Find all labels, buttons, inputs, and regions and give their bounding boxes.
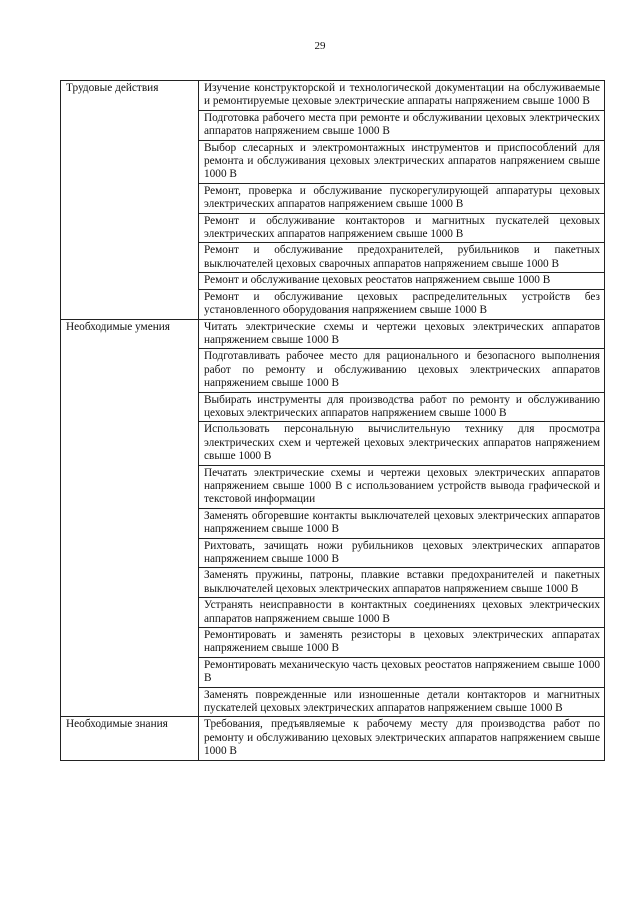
section-label: Трудовые действия: [61, 81, 199, 320]
section-item: Ремонт, проверка и обслуживание пускорегулирующей аппаратуры цеховых электрических аппаратов напряжением свыше 1000 В: [199, 183, 605, 213]
section-item: Заменять поврежденные или изношенные детали контакторов и магнитных пускателей цеховых электрических аппаратов напряжением свыше 1000 В: [199, 687, 605, 717]
section-item: Требования, предъявляемые к рабочему месту для производства работ по ремонту и обслуживанию цеховых электрических аппаратов напряжением свыше 1000 В: [199, 717, 605, 760]
section-item: Заменять пружины, патроны, плавкие вставки предохранителей и пакетных выключателей цеховых электрических аппаратов напряжением свыше 1000 В: [199, 568, 605, 598]
section-item: Ремонт и обслуживание цеховых распределительных устройств без установленного оборудования напряжением свыше 1000 В: [199, 289, 605, 319]
section-item: Заменять обгоревшие контакты выключателей цеховых электрических аппаратов напряжением свыше 1000 В: [199, 508, 605, 538]
table-row: [61, 717, 605, 760]
section-item: Рихтовать, зачищать ножи рубильников цеховых электрических аппаратов напряжением свыше 1000 В: [199, 538, 605, 568]
section-item: Ремонт и обслуживание предохранителей, рубильников и пакетных выключателей цеховых сварочных аппаратов напряжением свыше 1000 В: [199, 243, 605, 273]
page-number: 29: [314, 40, 326, 52]
section-item: Ремонтировать и заменять резисторы в цеховых электрических аппаратах напряжением свыше 1000 В: [199, 628, 605, 658]
section-item: Ремонт и обслуживание контакторов и магнитных пускателей цеховых электрических аппаратов напряжением свыше 1000 В: [199, 213, 605, 243]
section-item: Ремонт и обслуживание цеховых реостатов напряжением свыше 1000 В: [199, 273, 605, 289]
section-item: Устранять неисправности в контактных соединениях цеховых электрических аппаратов напряжением свыше 1000 В: [199, 598, 605, 628]
section-label: Необходимые умения: [61, 319, 199, 717]
section-item: Выбор слесарных и электромонтажных инструментов и приспособлений для ремонта и обслуживания цеховых электрических аппаратов напряжением свыше 1000 В: [199, 140, 605, 183]
requirements-table-body: [61, 81, 605, 761]
section-item: Читать электрические схемы и чертежи цеховых электрических аппаратов напряжением свыше 1000 В: [199, 319, 605, 349]
section-item: Использовать персональную вычислительную технику для просмотра электрических схем и чертежей цеховых электрических аппаратов напряжением свыше 1000 В: [199, 422, 605, 465]
section-item: Подготавливать рабочее место для рационального и безопасного выполнения работ по ремонту и обслуживанию цеховых электрических аппаратов напряжением свыше 1000 В: [199, 349, 605, 392]
section-item: Изучение конструкторской и технологической документации на обслуживаемые и ремонтируемые цеховые электрические аппараты напряжением свыше 1000 В: [199, 81, 605, 111]
section-item: Ремонтировать механическую часть цеховых реостатов напряжением свыше 1000 В: [199, 657, 605, 687]
requirements-table: [60, 80, 605, 761]
table-row: [61, 81, 605, 111]
section-item: Подготовка рабочего места при ремонте и обслуживании цеховых электрических аппаратов напряжением свыше 1000 В: [199, 110, 605, 140]
table-row: [61, 319, 605, 349]
section-item: Печатать электрические схемы и чертежи цеховых электрических аппаратов напряжением свыше 1000 В с использованием устройств вывода графической и текстовой информации: [199, 465, 605, 508]
section-item: Выбирать инструменты для производства работ по ремонту и обслуживанию цеховых электрических аппаратов напряжением свыше 1000 В: [199, 392, 605, 422]
section-label: Необходимые знания: [61, 717, 199, 760]
